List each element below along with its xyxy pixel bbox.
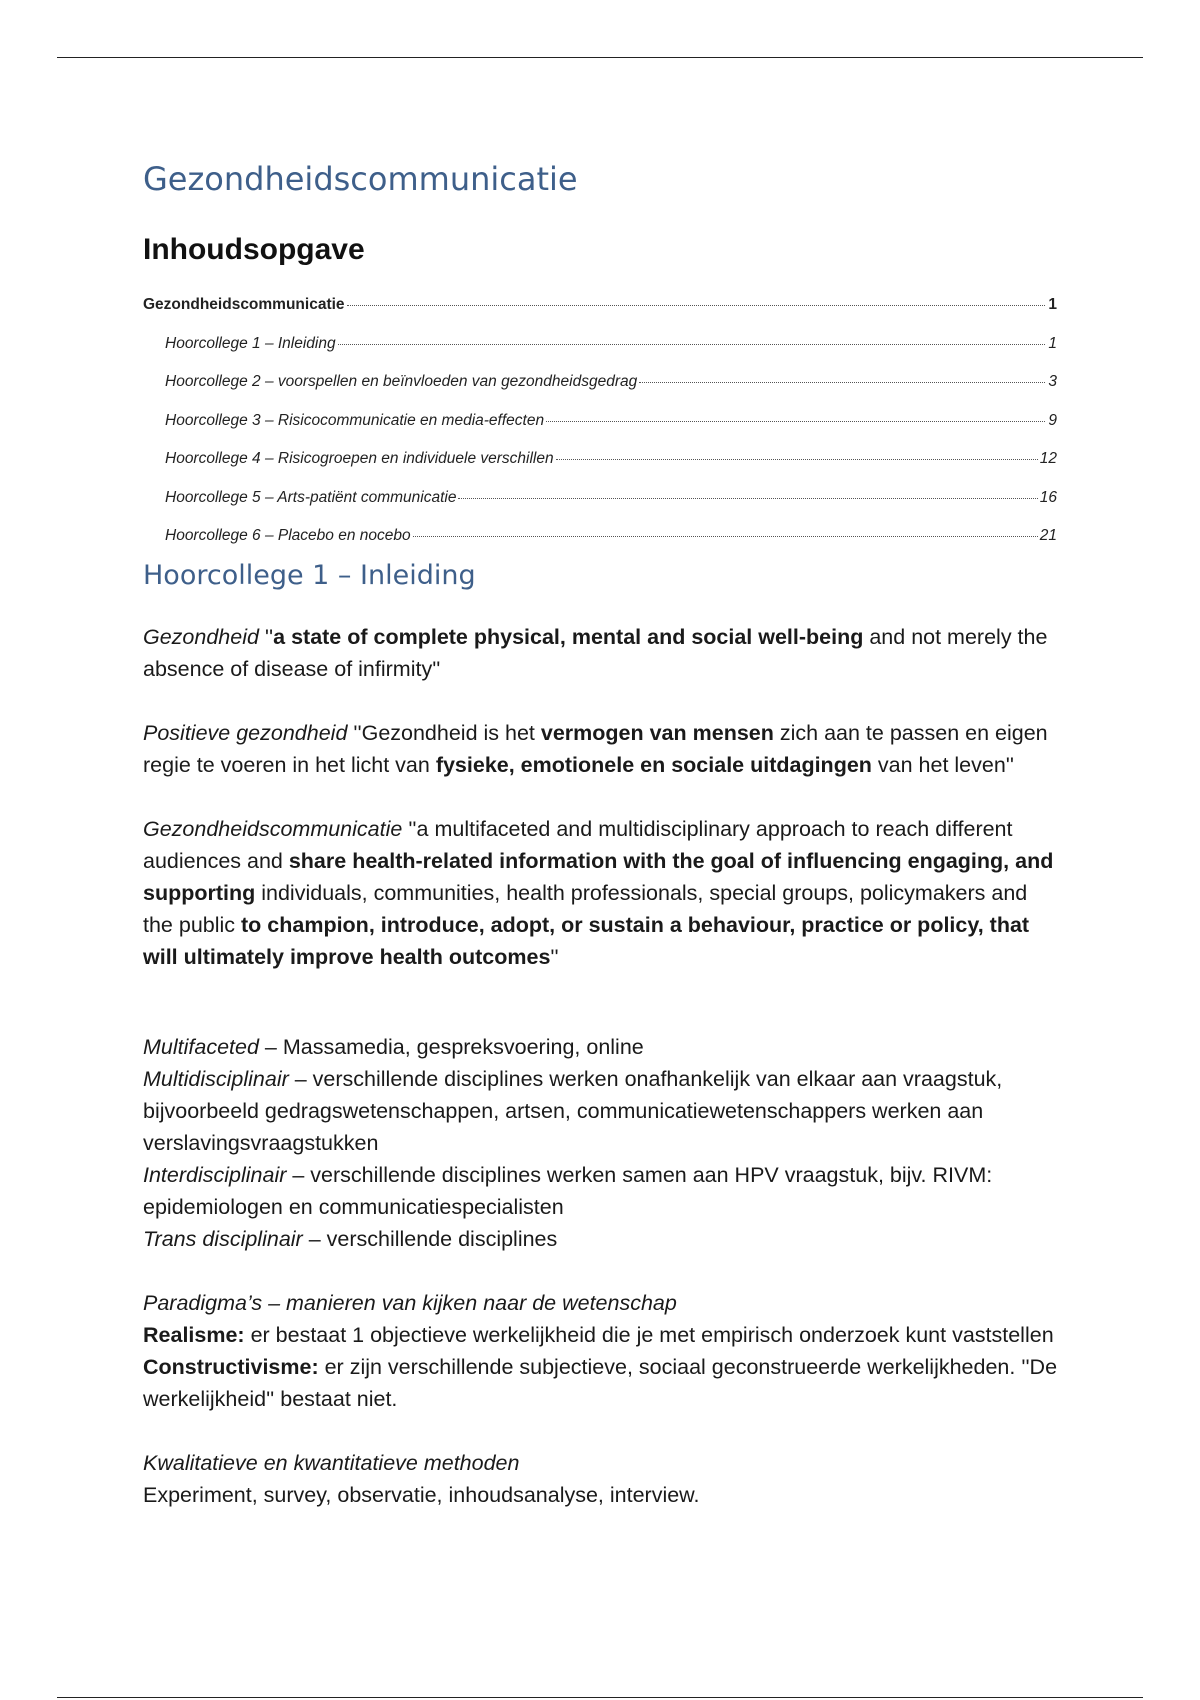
toc-entry-label: Hoorcollege 3 – Risicocommunicatie en media-effecten: [165, 411, 545, 429]
toc-entry[interactable]: [143, 412, 1057, 451]
definition-term: Positieve gezondheid: [143, 721, 348, 745]
discipline-item: [143, 1223, 1063, 1255]
toc-leader: [546, 421, 1045, 422]
text-run: and not merely the absence of disease of infirmity'': [143, 625, 1048, 681]
toc-heading: Inhoudsopgave: [143, 233, 365, 266]
discipline-text: – verschillende disciplines: [302, 1227, 558, 1251]
toc-leader: [347, 305, 1045, 306]
definition-term: Gezondheid: [143, 625, 259, 649]
toc-entry-label: Hoorcollege 2 – voorspellen en beïnvloeden van gezondheidsgedrag: [165, 373, 638, 390]
section-heading: Hoorcollege 1 – Inleiding: [143, 560, 476, 591]
definition-gezondheid: [143, 621, 1063, 685]
text-run-bold: vermogen van mensen: [540, 721, 774, 745]
toc-entry-label: Hoorcollege 6 – Placebo en nocebo: [165, 527, 411, 544]
discipline-term: Trans disciplinair: [143, 1227, 303, 1251]
header-rule: [57, 57, 1143, 58]
text-run: ''a multifaceted and multidisciplinary approach to reach different audiences and: [143, 817, 1013, 873]
text-run: van het leven'': [871, 753, 1015, 777]
toc-entry-page: 1: [1048, 296, 1057, 313]
discipline-text: – Massamedia, gespreksvoering, online: [258, 1035, 644, 1059]
discipline-item: [143, 1063, 1063, 1159]
text-run-bold: a state of complete physical, mental and social well-being: [273, 625, 864, 649]
toc-leader: [639, 382, 1045, 383]
definition-gezondheidscommunicatie: [143, 813, 1063, 973]
definition-positieve-gezondheid: [143, 717, 1063, 781]
paradigma-heading-text: Paradigma’s – manieren van kijken naar de wetenschap: [143, 1291, 677, 1315]
text-run-bold: fysieke, emotionele en sociale uitdagingen: [435, 753, 872, 777]
methoden-heading-text: Kwalitatieve en kwantitatieve methoden: [143, 1451, 520, 1475]
toc-entry[interactable]: [143, 296, 1057, 335]
toc-leader: [338, 344, 1045, 345]
paradigma-constructivisme: [143, 1351, 1063, 1415]
section-body: [143, 621, 1063, 1511]
text-run: individuals, communities, health professionals, special groups, policymakers and the public: [143, 881, 1028, 937]
toc-entry-page: 21: [1039, 527, 1057, 544]
paradigma-realisme: [143, 1319, 1063, 1351]
discipline-item: [143, 1159, 1063, 1223]
paradigma-heading: [143, 1287, 1063, 1319]
toc-entry-page: 9: [1048, 411, 1057, 429]
toc-entry-label: Hoorcollege 1 – Inleiding: [165, 334, 336, 352]
toc-entry[interactable]: [143, 489, 1057, 528]
toc-entry-label: Gezondheidscommunicatie: [143, 296, 345, 313]
toc-entry-label: Hoorcollege 5 – Arts-patiënt communicatie: [165, 488, 457, 506]
toc-leader: [413, 536, 1038, 537]
toc-entry-page: 1: [1048, 334, 1057, 352]
text-run: '': [550, 945, 559, 969]
toc-leader: [458, 498, 1037, 499]
definition-term: Gezondheidscommunicatie: [143, 817, 403, 841]
text-run-bold: to champion, introduce, adopt, or sustain a behaviour, practice or policy, that will ultimately improve health outcomes: [143, 913, 1030, 969]
text-run: zich aan te passen en eigen regie te voeren in het licht van: [143, 721, 1048, 777]
text-run: ''Gezondheid is het: [347, 721, 541, 745]
discipline-term: Interdisciplinair: [143, 1163, 287, 1187]
text-run: '': [258, 625, 274, 649]
discipline-item: [143, 1031, 1063, 1063]
toc-entry[interactable]: [143, 450, 1057, 489]
toc-leader: [556, 459, 1038, 460]
discipline-term: Multidisciplinair: [143, 1067, 289, 1091]
methoden-text: Experiment, survey, observatie, inhoudsanalyse, interview.: [143, 1483, 700, 1507]
toc-entry-page: 12: [1039, 450, 1057, 467]
paradigma-term: Constructivisme:: [143, 1355, 319, 1379]
toc-entry-page: 16: [1039, 488, 1057, 506]
toc-entry-page: 3: [1048, 373, 1057, 390]
footer-rule: [57, 1697, 1143, 1698]
discipline-text: – verschillende disciplines werken samen aan HPV vraagstuk, bijv. RIVM: epidemiologen en communicatiespecialisten: [143, 1163, 993, 1219]
table-of-contents: [143, 296, 1057, 566]
discipline-term: Multifaceted: [143, 1035, 259, 1059]
paradigma-text: er bestaat 1 objectieve werkelijkheid die je met empirisch onderzoek kunt vaststellen: [244, 1323, 1054, 1347]
paradigma-text: er zijn verschillende subjectieve, sociaal geconstrueerde werkelijkheden. ''De werkelijkheid'' bestaat niet.: [143, 1355, 1058, 1411]
spacer: [143, 1005, 1063, 1031]
discipline-text: – verschillende disciplines werken onafhankelijk van elkaar aan vraagstuk, bijvoorbeeld gedragswetenschappen, artsen, communicatiewetenschappers werken aan verslavingsvraagstukken: [143, 1067, 1003, 1155]
document-title: Gezondheidscommunicatie: [143, 160, 578, 198]
paradigma-term: Realisme:: [143, 1323, 245, 1347]
text-run-bold: share health-related information with the goal of influencing engaging, and supporting: [143, 849, 1054, 905]
toc-entry[interactable]: [143, 373, 1057, 412]
toc-entry-label: Hoorcollege 4 – Risicogroepen en individuele verschillen: [165, 450, 554, 467]
toc-entry[interactable]: [143, 335, 1057, 374]
methoden-heading: [143, 1447, 1063, 1479]
